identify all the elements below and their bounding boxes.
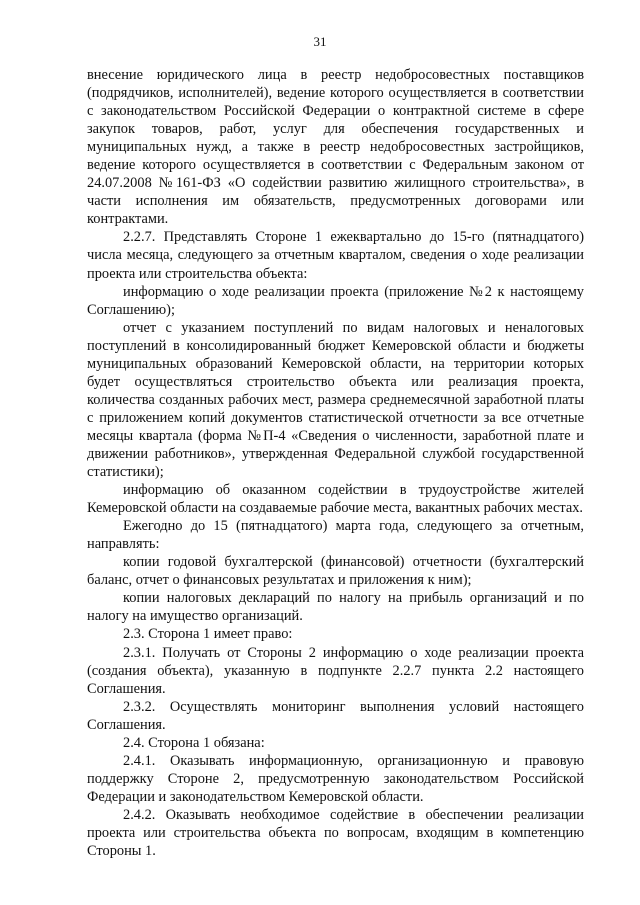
- paragraph-2-4: 2.4. Сторона 1 обязана:: [123, 734, 265, 751]
- paragraph-project-info: информацию о ходе реализации проекта (приложение №2 к настоящему Соглашению);: [87, 283, 584, 318]
- paragraph-tax-report: отчет с указанием поступлений по видам налоговых и неналоговых поступлений в консолидированный бюджет Кемеровской области и бюджеты муниципальных образований Кемеровской области, на территории которых будет осуществляться строительство объекта или реализация проекта, количества созданных рабочих мест, размера среднемесячной заработной платы с приложением копий документов статистической отчетности за все отчетные месяцы квартала (форма №П-4 «Сведения о численности, заработной плате и движении работников», утвержденная Федеральной службой государственной статистики);: [87, 319, 584, 481]
- paragraph-2-4-2: 2.4.2. Оказывать необходимое содействие в обеспечении реализации проекта или строительства объекта по вопросам, входящим в компетенцию Стороны 1.: [87, 806, 584, 860]
- paragraph-2-4-1: 2.4.1. Оказывать информационную, организационную и правовую поддержку Стороне 2, предусмотренную законодательством Российской Федерации и законодательством Кемеровской области.: [87, 752, 584, 805]
- paragraph-annual-deadline: Ежегодно до 15 (пятнадцатого) марта года, следующего за отчетным, направлять:: [87, 518, 584, 553]
- paragraph-registry-continuation: внесение юридического лица в реестр недобросовестных поставщиков (подрядчиков, исполнителей), ведение которого осуществляется в соответствии с законодательством Российской Федерации о контрактной системе в сфере закупок товаров, работ, услуг для обеспечения государственных и муниципальных нужд, а также в реестр недобросовестных застройщиков, ведение которого осуществляется в соответствии с Федеральным законом от 24.07.2008 №161-ФЗ «О содействии развитию жилищного строительства», в части исполнения им обязательств, предусмотренных договорами или контрактами.: [87, 67, 584, 228]
- paragraph-2-3: 2.3. Сторона 1 имеет право:: [123, 626, 293, 643]
- paragraph-employment-info: информацию об оказанном содействии в трудоустройстве жителей Кемеровской области на создаваемые рабочие места, вакантных рабочих местах.: [87, 482, 584, 517]
- paragraph-2-3-1: 2.3.1. Получать от Стороны 2 информацию о ходе реализации проекта (создания объекта), указанную в подпункте 2.2.7 пункта 2.2 настоящего Соглашения.: [87, 644, 584, 697]
- paragraph-2-3-2: 2.3.2. Осуществлять мониторинг выполнения условий настоящего Соглашения.: [87, 698, 584, 733]
- document-body: [87, 66, 584, 860]
- paragraph-tax-declarations: копии налоговых деклараций по налогу на прибыль организаций и по налогу на имущество организаций.: [87, 590, 584, 625]
- paragraph-2-2-7: 2.2.7. Представлять Стороне 1 ежеквартально до 15-го (пятнадцатого) числа месяца, следующего за отчетным кварталом, сведения о ходе реализации проекта или строительства объекта:: [87, 229, 584, 282]
- paragraph-financial-statements: копии годовой бухгалтерской (финансовой) отчетности (бухгалтерский баланс, отчет о финансовых результатах и приложения к ним);: [87, 554, 584, 589]
- page-number: 31: [313, 34, 327, 49]
